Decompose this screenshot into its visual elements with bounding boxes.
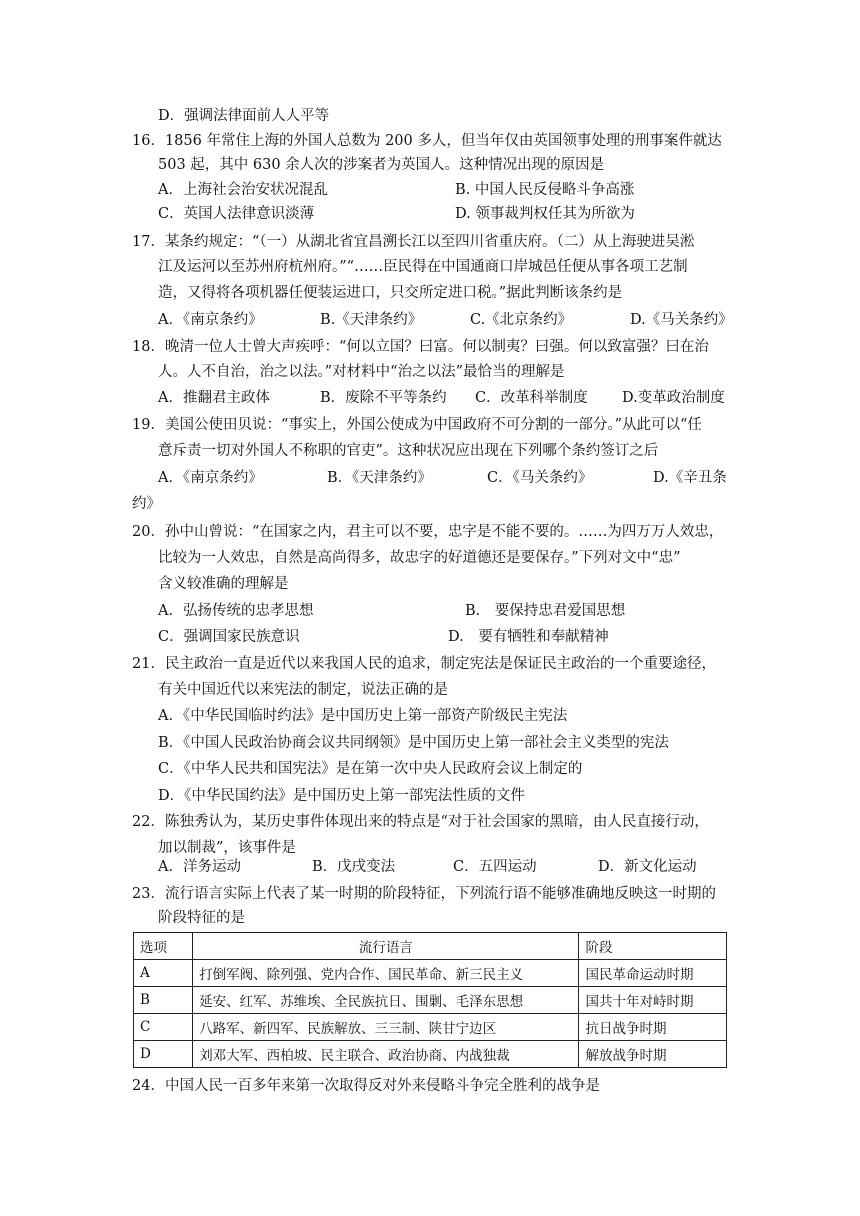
q23-options-table xyxy=(133,932,727,1068)
q24-stem-line1: 24．中国人民一百多年来第一次取得反对外来侵略斗争完全胜利的战争是 xyxy=(132,1078,600,1094)
q20-option-a: A．弘扬传统的忠孝思想 xyxy=(158,603,314,619)
q20-option-c: C．强调国家民族意识 xyxy=(158,629,300,645)
q18-option-a: A．推翻君主政体 xyxy=(158,390,270,406)
table-row xyxy=(134,1041,727,1068)
q16-option-b: B. 中国人民反侵略斗争高涨 xyxy=(455,182,635,198)
row-slogans: 打倒军阀、除列强、党内合作、国民革命、新三民主义 xyxy=(193,960,579,987)
q18-option-b: B．废除不平等条约 xyxy=(320,390,447,406)
q22-option-b: B．戊戌变法 xyxy=(312,859,396,875)
q21-stem-line1: 21．民主政治一直是近代以来我国人民的追求，制定宪法是保证民主政治的一个重要途径， xyxy=(132,656,716,672)
q22-stem-line2: 加以制裁”，该事件是 xyxy=(158,840,296,856)
q20-option-b: B. 要保持忠君爱国思想 xyxy=(465,603,626,619)
row-slogans: 八路军、新四军、民族解放、三三制、陕甘宁边区 xyxy=(193,1014,579,1041)
row-stage: 解放战争时期 xyxy=(579,1041,727,1068)
q19-option-d-cont: 约》 xyxy=(132,496,161,512)
q17-option-d: D.《马关条约》 xyxy=(630,312,733,328)
q15-option-d: D．强调法律面前人人平等 xyxy=(158,108,330,124)
row-stage: 国民革命运动时期 xyxy=(579,960,727,987)
row-option: D xyxy=(134,1041,193,1068)
q17-stem-line2: 江及运河以至苏州府杭州府。”“……臣民得在中国通商口岸城邑任便从事各项工艺制 xyxy=(158,259,688,275)
q22-stem-line1: 22．陈独秀认为，某历史事件体现出来的特点是“对于社会国家的黑暗，由人民直接行动， xyxy=(132,814,709,830)
q18-stem-line1: 18．晚清一位人士曾大声疾呼：“何以立国？曰富。何以制夷？曰强。何以致富强？曰在治 xyxy=(132,339,709,355)
q20-stem-line2: 比较为一人效忠，自然是高尚得多，故忠字的好道德还是要保存。”下列对文中“忠” xyxy=(158,550,681,566)
q19-option-b: B．《天津条约》 xyxy=(327,470,432,486)
q18-option-d: D.变革政治制度 xyxy=(622,390,725,406)
row-option: C xyxy=(134,1014,193,1041)
q20-stem-line1: 20．孙中山曾说：“在国家之内，君主可以不要，忠字是不能不要的。……为四万万人效忠， xyxy=(132,524,724,540)
q22-option-c: C．五四运动 xyxy=(453,859,537,875)
row-stage: 抗日战争时期 xyxy=(579,1014,727,1041)
q16-option-c: C．英国人法律意识淡薄 xyxy=(158,206,315,222)
row-option: A xyxy=(134,960,193,987)
q23-stem-line2: 阶段特征的是 xyxy=(158,910,245,926)
table-row xyxy=(134,1014,727,1041)
q21-stem-line2: 有关中国近代以来宪法的制定，说法正确的是 xyxy=(158,682,448,698)
q18-stem-line2: 人。人不自治，治之以法。”对材料中“治之以法”最恰当的理解是 xyxy=(158,364,565,380)
q16-option-a: A．上海社会治安状况混乱 xyxy=(158,182,328,198)
q23-stem-line1: 23．流行语言实际上代表了某一时期的阶段特征，下列流行语不能够准确地反映这一时期的 xyxy=(132,886,716,902)
header-stage: 阶段 xyxy=(579,933,727,960)
q16-stem-line2: 503 起，其中 630 余人次的涉案者为英国人。这种情况出现的原因是 xyxy=(158,157,605,173)
row-option: B xyxy=(134,987,193,1014)
q19-option-c: C．《马关条约》 xyxy=(487,470,593,486)
q17-option-c: C.《北京条约》 xyxy=(470,312,573,328)
header-option: 选项 xyxy=(134,933,193,960)
row-stage: 国共十年对峙时期 xyxy=(579,987,727,1014)
q19-option-d: D.《辛丑条 xyxy=(653,470,727,486)
table-header-row xyxy=(134,933,727,960)
q19-option-a: A．《南京条约》 xyxy=(158,470,263,486)
q19-stem-line2: 意斥责一切对外国人不称职的官吏”。这种状况应出现在下列哪个条约签订之后 xyxy=(158,443,659,459)
q17-option-b: B.《天津条约》 xyxy=(320,312,423,328)
q21-option-a: A．《中华民国临时约法》是中国历史上第一部资产阶级民主宪法 xyxy=(158,708,568,724)
q22-option-d: D．新文化运动 xyxy=(598,859,697,875)
row-slogans: 刘邓大军、西柏坡、民主联合、政治协商、内战独裁 xyxy=(193,1041,579,1068)
row-slogans: 延安、红军、苏维埃、全民族抗日、围剿、毛泽东思想 xyxy=(193,987,579,1014)
q17-stem-line1: 17．某条约规定：“（一）从湖北省宜昌溯长江以至四川省重庆府。（二）从上海驶进吴淞 xyxy=(132,234,695,250)
q22-option-a: A．洋务运动 xyxy=(158,859,241,875)
table-row xyxy=(134,987,727,1014)
q20-option-d: D. 要有牺牲和奉献精神 xyxy=(448,629,609,645)
q17-stem-line3: 造，又得将各项机器任便装运进口，只交所定进口税。”据此判断该条约是 xyxy=(158,285,623,301)
header-slogans: 流行语言 xyxy=(193,933,579,960)
table-row xyxy=(134,960,727,987)
q21-option-c: C．《中华人民共和国宪法》是在第一次中央人民政府会议上制定的 xyxy=(158,761,583,777)
q18-option-c: C．改革科举制度 xyxy=(475,390,588,406)
q21-option-d: D．《中华民国约法》是中国历史上第一部宪法性质的文件 xyxy=(158,788,525,804)
q20-stem-line3: 含义较准确的理解是 xyxy=(158,576,289,592)
q21-option-b: B．《中国人民政治协商会议共同纲领》是中国历史上第一部社会主义类型的宪法 xyxy=(158,735,669,751)
q17-option-a: A．《南京条约》 xyxy=(158,312,263,328)
q16-stem-line1: 16．1856 年常住上海的外国人总数为 200 多人，但当年仅由英国领事处理的刑事案件就达 xyxy=(132,133,722,149)
q19-stem-line1: 19．美国公使田贝说：“事实上，外国公使成为中国政府不可分割的一部分。”从此可以“任 xyxy=(132,417,702,433)
q16-option-d: D. 领事裁判权任其为所欲为 xyxy=(455,206,635,222)
